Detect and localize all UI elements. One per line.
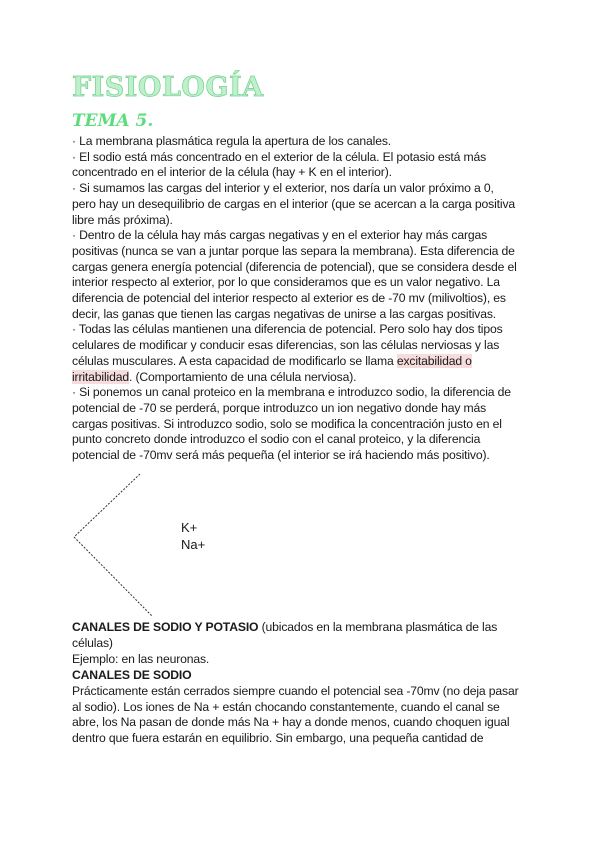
paragraph-excitable-cells	[72, 322, 520, 385]
section-example: Ejemplo: en las neuronas.	[72, 651, 210, 666]
section-heading-bold: CANALES DE SODIO Y POTASIO	[72, 620, 259, 634]
section-heading	[72, 620, 520, 652]
channels-section	[72, 620, 520, 747]
membrane-line-lower	[74, 537, 152, 616]
document-title: FISIOLOGÍA	[72, 72, 264, 103]
section-sodium-text: Prácticamente están cerrados siempre cuando el potencial sea -70mv (no deja pasar al sodio). Los iones de Na + están chocando constantemente, cuando el canal se abre, los Na pasan de donde más Na + hay a donde menos, cuando choquen igual dentro que fuera estarán en equilibrio. Sin embargo, una pequeña cantidad de	[72, 683, 519, 746]
highlight-excitabilidad: excitabilidad o irritabilidad	[72, 353, 472, 384]
cells-text-before: · Todas las células mantienen una diferencia de potencial. Pero solo hay dos tipos celulares de modificar y conducir esas diferencias, son las células nerviosas y las células musculares. A esta capacidad de modificarlo se llama	[72, 322, 503, 368]
body-text	[72, 134, 520, 464]
section-subheading: CANALES DE SODIO	[72, 667, 192, 682]
membrane-diagram	[70, 470, 180, 620]
ion-label-sodium: Na+	[181, 537, 206, 552]
cells-text-after: . (Comportamiento de una célula nerviosa).	[128, 369, 357, 384]
paragraph-charges-sum: · Si sumamos las cargas del interior y el exterior, nos daría un valor próximo a 0, pero hay un desequilibrio de cargas en el interior (que se acercan a la carga positiva libre más próxima).	[72, 181, 516, 227]
paragraph-protein-channel: · Si ponemos un canal proteico en la membrana e introduzco sodio, la diferencia de potencial de -70 se perderá, porque introduzco un ion negativo donde hay más cargas positivas. Si introduzco sodio, solo se modifica la concentración justo en el punto concreto donde introduzco el sodio con el canal proteico, y la diferencia potencial de -70mv será más pequeña (el interior se irá haciendo más positivo).	[72, 385, 511, 463]
paragraph-potential-difference: · Dentro de la célula hay más cargas negativas y en el exterior hay más cargas positivas (nunca se van a juntar porque las separa la membrana). Esta diferencia de cargas genera energía potencial (diferencia de potencial), que se considera desde el interior respecto al exterior, por lo que consideramos que es un valor negativo. La diferencia de potencial del interior respecto al exterior es de -70 mv (milivoltios), es decir, las ganas que tienen las cargas negativas de unirse a las cargas positivas.	[72, 228, 517, 321]
paragraph-sodium-potassium: · El sodio está más concentrado en el exterior de la célula. El potasio está más concentrado en el interior de la célula (hay + K en el interior).	[72, 149, 487, 180]
section-heading-rest: (ubicados en la membrana plasmática de las células)	[72, 620, 498, 650]
membrane-line-upper	[74, 474, 140, 537]
paragraph-membrane: · La membrana plasmática regula la apertura de los canales.	[72, 134, 392, 148]
document-subtitle: TEMA 5.	[72, 111, 154, 131]
ion-label-potassium: K+	[181, 520, 198, 535]
